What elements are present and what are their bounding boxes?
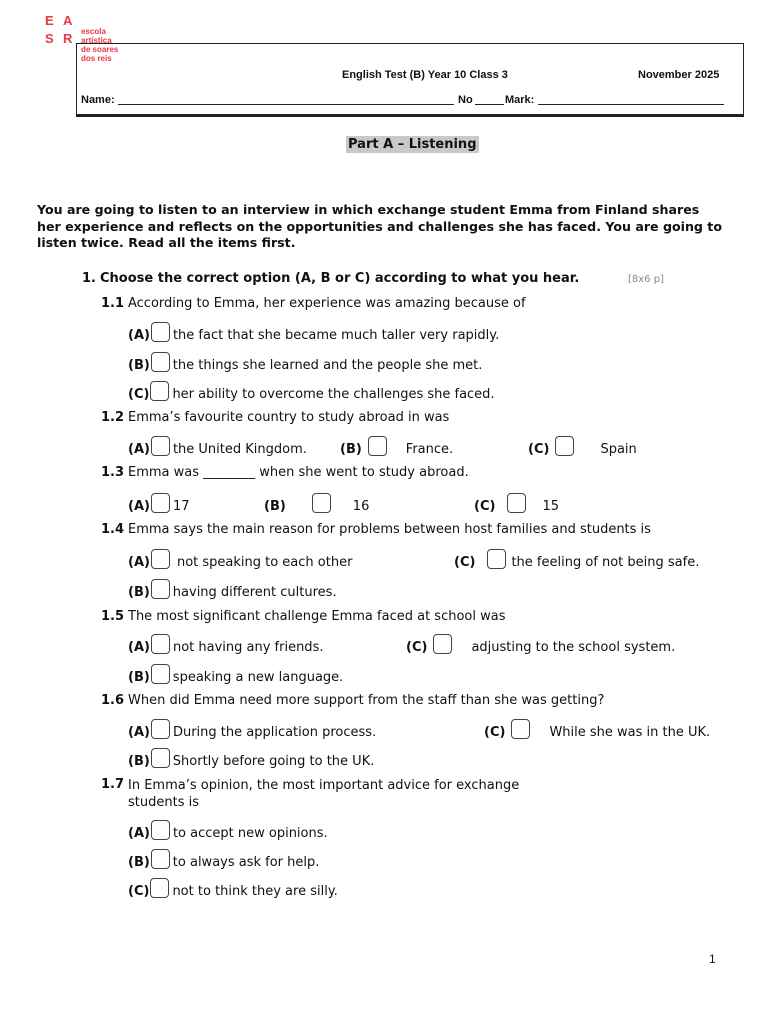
option-label: (A) (128, 639, 150, 655)
option-text: 15 (542, 498, 559, 514)
test-date: November 2025 (638, 69, 720, 81)
item-text: Emma’s favourite country to study abroad in was (128, 410, 450, 425)
option[interactable] (128, 852, 319, 872)
number-label: No (458, 94, 473, 106)
option-label: (C) (128, 883, 150, 899)
option-label: (C) (474, 498, 496, 514)
instructions: You are going to listen to an interview in which exchange student Emma from Finland shares her experience and reflects on the opportunities and challenges she has faced. You are going to listen twice. Read all the items first. (37, 202, 722, 250)
logo-letter-s: S (45, 31, 54, 46)
checkbox[interactable] (150, 381, 169, 401)
checkbox[interactable] (487, 549, 506, 569)
checkbox[interactable] (151, 664, 170, 684)
number-field[interactable] (475, 104, 504, 105)
item-number: 1.7 (101, 777, 125, 792)
option[interactable] (128, 881, 338, 901)
logo-line: escola (81, 27, 106, 36)
option[interactable] (128, 667, 343, 687)
option-label: (A) (128, 327, 150, 343)
checkbox[interactable] (151, 748, 170, 768)
option[interactable] (128, 552, 352, 572)
option[interactable] (264, 496, 369, 516)
option[interactable] (128, 325, 499, 345)
option-label: (B) (340, 441, 362, 457)
checkbox[interactable] (507, 493, 526, 513)
checkbox[interactable] (151, 719, 170, 739)
mark-field[interactable] (538, 104, 724, 105)
option-label: (B) (128, 753, 150, 769)
mark-label: Mark: (505, 94, 535, 106)
option-text: speaking a new language. (172, 669, 344, 685)
part-title: Part A – Listening (348, 137, 477, 152)
option-text: adjusting to the school system. (471, 639, 676, 655)
option[interactable] (406, 637, 675, 657)
option[interactable] (128, 384, 495, 404)
logo-letter-a: A (63, 13, 73, 28)
option-text: Shortly before going to the UK. (172, 753, 375, 769)
item-text: In Emma’s opinion, the most important advice for exchange students is (128, 778, 520, 810)
item-text: According to Emma, her experience was amazing because of (128, 296, 526, 311)
item-text: When did Emma need more support from the staff than she was getting? (128, 693, 605, 708)
checkbox[interactable] (151, 820, 170, 840)
checkbox[interactable] (433, 634, 452, 654)
option[interactable] (484, 722, 710, 742)
item-text: Emma says the main reason for problems between host families and students is (128, 522, 651, 537)
option-label: (C) (484, 724, 506, 740)
item-text: The most significant challenge Emma faced at school was (128, 609, 506, 624)
option-text: to always ask for help. (172, 854, 320, 870)
option-text: having different cultures. (172, 584, 337, 600)
option[interactable] (128, 637, 323, 657)
option-text: not to think they are silly. (172, 883, 338, 899)
logo-letter-r: R (63, 31, 73, 46)
item-number: 1.1 (101, 296, 125, 311)
option-text: not speaking to each other (176, 554, 353, 570)
question-1 (82, 271, 579, 286)
checkbox[interactable] (151, 493, 170, 513)
option-text: 17 (172, 498, 190, 514)
item-number: 1.6 (101, 693, 125, 708)
option-text: the fact that she became much taller very rapidly. (172, 327, 500, 343)
option-label: (B) (128, 357, 150, 373)
option-label: (C) (406, 639, 428, 655)
option-text: not having any friends. (172, 639, 324, 655)
option-text: 16 (352, 498, 370, 514)
checkbox[interactable] (151, 549, 170, 569)
option-label: (A) (128, 724, 150, 740)
option[interactable] (340, 439, 453, 459)
option-label: (C) (454, 554, 476, 570)
checkbox[interactable] (368, 436, 387, 456)
option-text: During the application process. (172, 724, 377, 740)
points-label: [8x6 p] (628, 274, 664, 285)
name-label: Name: (81, 94, 115, 106)
option-text: the United Kingdom. (172, 441, 307, 457)
option-text: France. (405, 441, 454, 457)
option-text: While she was in the UK. (549, 724, 711, 740)
option-label: (B) (128, 669, 150, 685)
option-text: her ability to overcome the challenges she faced. (172, 386, 495, 402)
checkbox[interactable] (151, 322, 170, 342)
option[interactable] (528, 439, 637, 459)
option-label: (A) (128, 554, 150, 570)
checkbox[interactable] (150, 878, 169, 898)
logo-line: dos reis (81, 54, 112, 63)
checkbox[interactable] (151, 634, 170, 654)
page-number: 1 (709, 952, 716, 966)
question-text: Choose the correct option (A, B or C) according to what you hear. (100, 271, 580, 286)
checkbox[interactable] (555, 436, 574, 456)
option[interactable] (128, 582, 337, 602)
option[interactable] (128, 355, 482, 375)
question-number: 1. (82, 271, 96, 286)
checkbox[interactable] (151, 579, 170, 599)
option[interactable] (474, 496, 559, 516)
test-title: English Test (B) Year 10 Class 3 (342, 69, 508, 81)
option[interactable] (128, 751, 374, 771)
option-label: (C) (128, 386, 150, 402)
option-label: (A) (128, 498, 150, 514)
option-text: to accept new opinions. (172, 825, 328, 841)
checkbox[interactable] (151, 352, 170, 372)
option-label: (B) (264, 498, 286, 514)
item-number: 1.2 (101, 410, 125, 425)
option-text: the feeling of not being safe. (511, 554, 700, 570)
item-number: 1.3 (101, 465, 125, 480)
option[interactable] (128, 439, 307, 459)
option-label: (B) (128, 584, 150, 600)
item-number: 1.4 (101, 522, 125, 537)
option-label: (A) (128, 441, 150, 457)
option[interactable] (128, 823, 328, 843)
option-text: the things she learned and the people she met. (172, 357, 483, 373)
logo-line: artística (81, 36, 112, 45)
option[interactable] (128, 722, 376, 742)
option[interactable] (454, 552, 699, 572)
name-field[interactable] (118, 104, 454, 105)
option[interactable] (128, 496, 190, 516)
logo-line: de soares (81, 45, 119, 54)
item-number: 1.5 (101, 609, 125, 624)
checkbox[interactable] (151, 436, 170, 456)
item-text: Emma was ________ when she went to study abroad. (128, 465, 469, 480)
option-text: Spain (600, 441, 637, 457)
option-label: (C) (528, 441, 550, 457)
option-label: (B) (128, 854, 150, 870)
checkbox[interactable] (511, 719, 530, 739)
checkbox[interactable] (151, 849, 170, 869)
logo-letter-e: E (45, 13, 54, 28)
checkbox[interactable] (312, 493, 331, 513)
option-label: (A) (128, 825, 150, 841)
